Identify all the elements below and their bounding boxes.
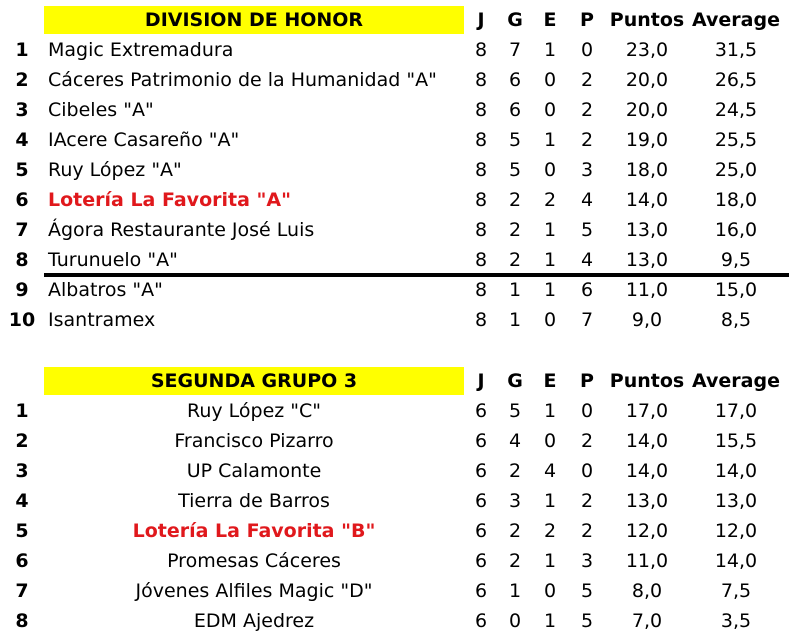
team-name: Turunuelo "A" [48,249,178,271]
drawn: 0 [543,580,557,602]
team-name: IAcere Casareño "A" [48,129,240,151]
won: 1 [508,309,522,331]
average: 24,5 [714,99,758,121]
lost: 2 [580,430,594,452]
table-row [0,576,789,606]
relegation-divider [44,273,789,277]
points: 12,0 [625,520,669,542]
played: 6 [474,430,488,452]
team-name: Ágora Restaurante José Luis [48,219,315,241]
header-average: Average [692,370,780,392]
lost: 6 [580,279,594,301]
table-row [0,456,789,486]
team-name: Isantramex [48,309,156,331]
team-name: Cibeles "A" [48,99,154,121]
lost: 5 [580,610,594,632]
lost: 4 [580,249,594,271]
table-title: DIVISION DE HONOR [44,6,464,34]
played: 6 [474,610,488,632]
won: 6 [508,69,522,91]
played: 8 [474,129,488,151]
won: 1 [508,580,522,602]
played: 6 [474,550,488,572]
rank: 6 [15,189,29,211]
average: 3,5 [720,610,752,632]
team-name: Lotería La Favorita "B" [132,520,376,542]
won: 2 [508,219,522,241]
table-row [0,305,789,335]
won: 7 [508,39,522,61]
lost: 0 [580,39,594,61]
table-row [0,486,789,516]
drawn: 0 [543,99,557,121]
lost: 2 [580,69,594,91]
drawn: 1 [543,550,557,572]
rank: 2 [15,69,29,91]
rank: 1 [15,400,29,422]
rank: 6 [15,550,29,572]
average: 13,0 [714,490,758,512]
rank: 5 [15,159,29,181]
rank: 5 [15,520,29,542]
drawn: 1 [543,610,557,632]
points: 8,0 [631,580,663,602]
points: 7,0 [631,610,663,632]
header-puntos: Puntos [609,9,685,31]
points: 13,0 [625,249,669,271]
drawn: 2 [543,520,557,542]
header-p: P [580,370,594,392]
drawn: 4 [543,460,557,482]
table-row [0,215,789,245]
drawn: 1 [543,129,557,151]
team-name: Ruy López "C" [186,400,322,422]
team-name: Magic Extremadura [48,39,234,61]
points: 18,0 [625,159,669,181]
average: 31,5 [714,39,758,61]
header-average: Average [692,9,780,31]
won: 2 [508,460,522,482]
drawn: 1 [543,490,557,512]
lost: 0 [580,400,594,422]
table-row [0,65,789,95]
team-name: Cáceres Patrimonio de la Humanidad "A" [48,69,437,91]
points: 23,0 [625,39,669,61]
rank: 7 [15,219,29,241]
average: 25,0 [714,159,758,181]
rank: 8 [15,610,29,632]
won: 4 [508,430,522,452]
lost: 3 [580,159,594,181]
segunda-grupo-3-table [0,366,789,636]
drawn: 0 [543,430,557,452]
header-g: G [507,9,523,31]
lost: 2 [580,99,594,121]
won: 6 [508,99,522,121]
played: 8 [474,219,488,241]
team-name: Jóvenes Alfiles Magic "D" [135,580,373,602]
played: 8 [474,39,488,61]
drawn: 1 [543,400,557,422]
rank: 3 [15,99,29,121]
average: 16,0 [714,219,758,241]
rank: 4 [15,129,29,151]
table-row [0,95,789,125]
rank: 4 [15,490,29,512]
lost: 2 [580,520,594,542]
team-name: EDM Ajedrez [193,610,315,632]
lost: 0 [580,460,594,482]
won: 2 [508,189,522,211]
drawn: 1 [543,39,557,61]
average: 25,5 [714,129,758,151]
average: 18,0 [714,189,758,211]
points: 14,0 [625,189,669,211]
drawn: 2 [543,189,557,211]
rank: 7 [15,580,29,602]
lost: 7 [580,309,594,331]
rank: 9 [15,279,29,301]
drawn: 0 [543,309,557,331]
played: 6 [474,520,488,542]
won: 1 [508,279,522,301]
rank: 10 [8,309,36,331]
table-row [0,155,789,185]
division-de-honor-table [0,5,789,335]
played: 8 [474,189,488,211]
table-row-highlighted [0,516,789,546]
drawn: 0 [543,69,557,91]
average: 17,0 [714,400,758,422]
table-row [0,245,789,275]
average: 8,5 [720,309,752,331]
average: 14,0 [714,460,758,482]
table-header [0,366,789,396]
table-title: SEGUNDA GRUPO 3 [44,367,464,395]
header-g: G [507,370,523,392]
table-row [0,396,789,426]
points: 14,0 [625,460,669,482]
average: 15,5 [714,430,758,452]
team-name: Tierra de Barros [178,490,330,512]
points: 19,0 [625,129,669,151]
played: 8 [474,249,488,271]
won: 2 [508,550,522,572]
points: 20,0 [625,99,669,121]
lost: 2 [580,129,594,151]
points: 14,0 [625,430,669,452]
average: 26,5 [714,69,758,91]
team-name: Albatros "A" [48,279,163,301]
won: 5 [508,400,522,422]
drawn: 1 [543,219,557,241]
lost: 5 [580,580,594,602]
lost: 2 [580,490,594,512]
table-row [0,606,789,636]
average: 9,5 [720,249,752,271]
won: 0 [508,610,522,632]
header-j: J [477,9,485,31]
won: 5 [508,159,522,181]
header-j: J [477,370,485,392]
played: 6 [474,580,488,602]
won: 5 [508,129,522,151]
played: 6 [474,400,488,422]
team-name: Lotería La Favorita "A" [48,189,292,211]
lost: 4 [580,189,594,211]
points: 17,0 [625,400,669,422]
won: 2 [508,249,522,271]
won: 2 [508,520,522,542]
average: 14,0 [714,550,758,572]
rank: 3 [15,460,29,482]
header-puntos: Puntos [609,370,685,392]
played: 6 [474,490,488,512]
rank: 2 [15,430,29,452]
points: 9,0 [631,309,663,331]
rank: 8 [15,249,29,271]
table-row [0,125,789,155]
table-row [0,546,789,576]
header-p: P [580,9,594,31]
average: 15,0 [714,279,758,301]
header-e: E [543,9,557,31]
team-name: Promesas Cáceres [167,550,341,572]
team-name: Francisco Pizarro [174,430,334,452]
played: 8 [474,309,488,331]
points: 11,0 [625,279,669,301]
played: 8 [474,99,488,121]
won: 3 [508,490,522,512]
table-row-highlighted [0,185,789,215]
drawn: 1 [543,279,557,301]
points: 11,0 [625,550,669,572]
drawn: 1 [543,249,557,271]
average: 12,0 [714,520,758,542]
table-header [0,5,789,35]
average: 7,5 [720,580,752,602]
played: 8 [474,159,488,181]
played: 6 [474,460,488,482]
team-name: Ruy López "A" [48,159,182,181]
rank: 1 [15,39,29,61]
played: 8 [474,69,488,91]
table-row [0,275,789,305]
drawn: 0 [543,159,557,181]
points: 20,0 [625,69,669,91]
points: 13,0 [625,490,669,512]
table-row [0,426,789,456]
team-name: UP Calamonte [186,460,322,482]
played: 8 [474,279,488,301]
lost: 5 [580,219,594,241]
lost: 3 [580,550,594,572]
points: 13,0 [625,219,669,241]
table-row [0,35,789,65]
header-e: E [543,370,557,392]
